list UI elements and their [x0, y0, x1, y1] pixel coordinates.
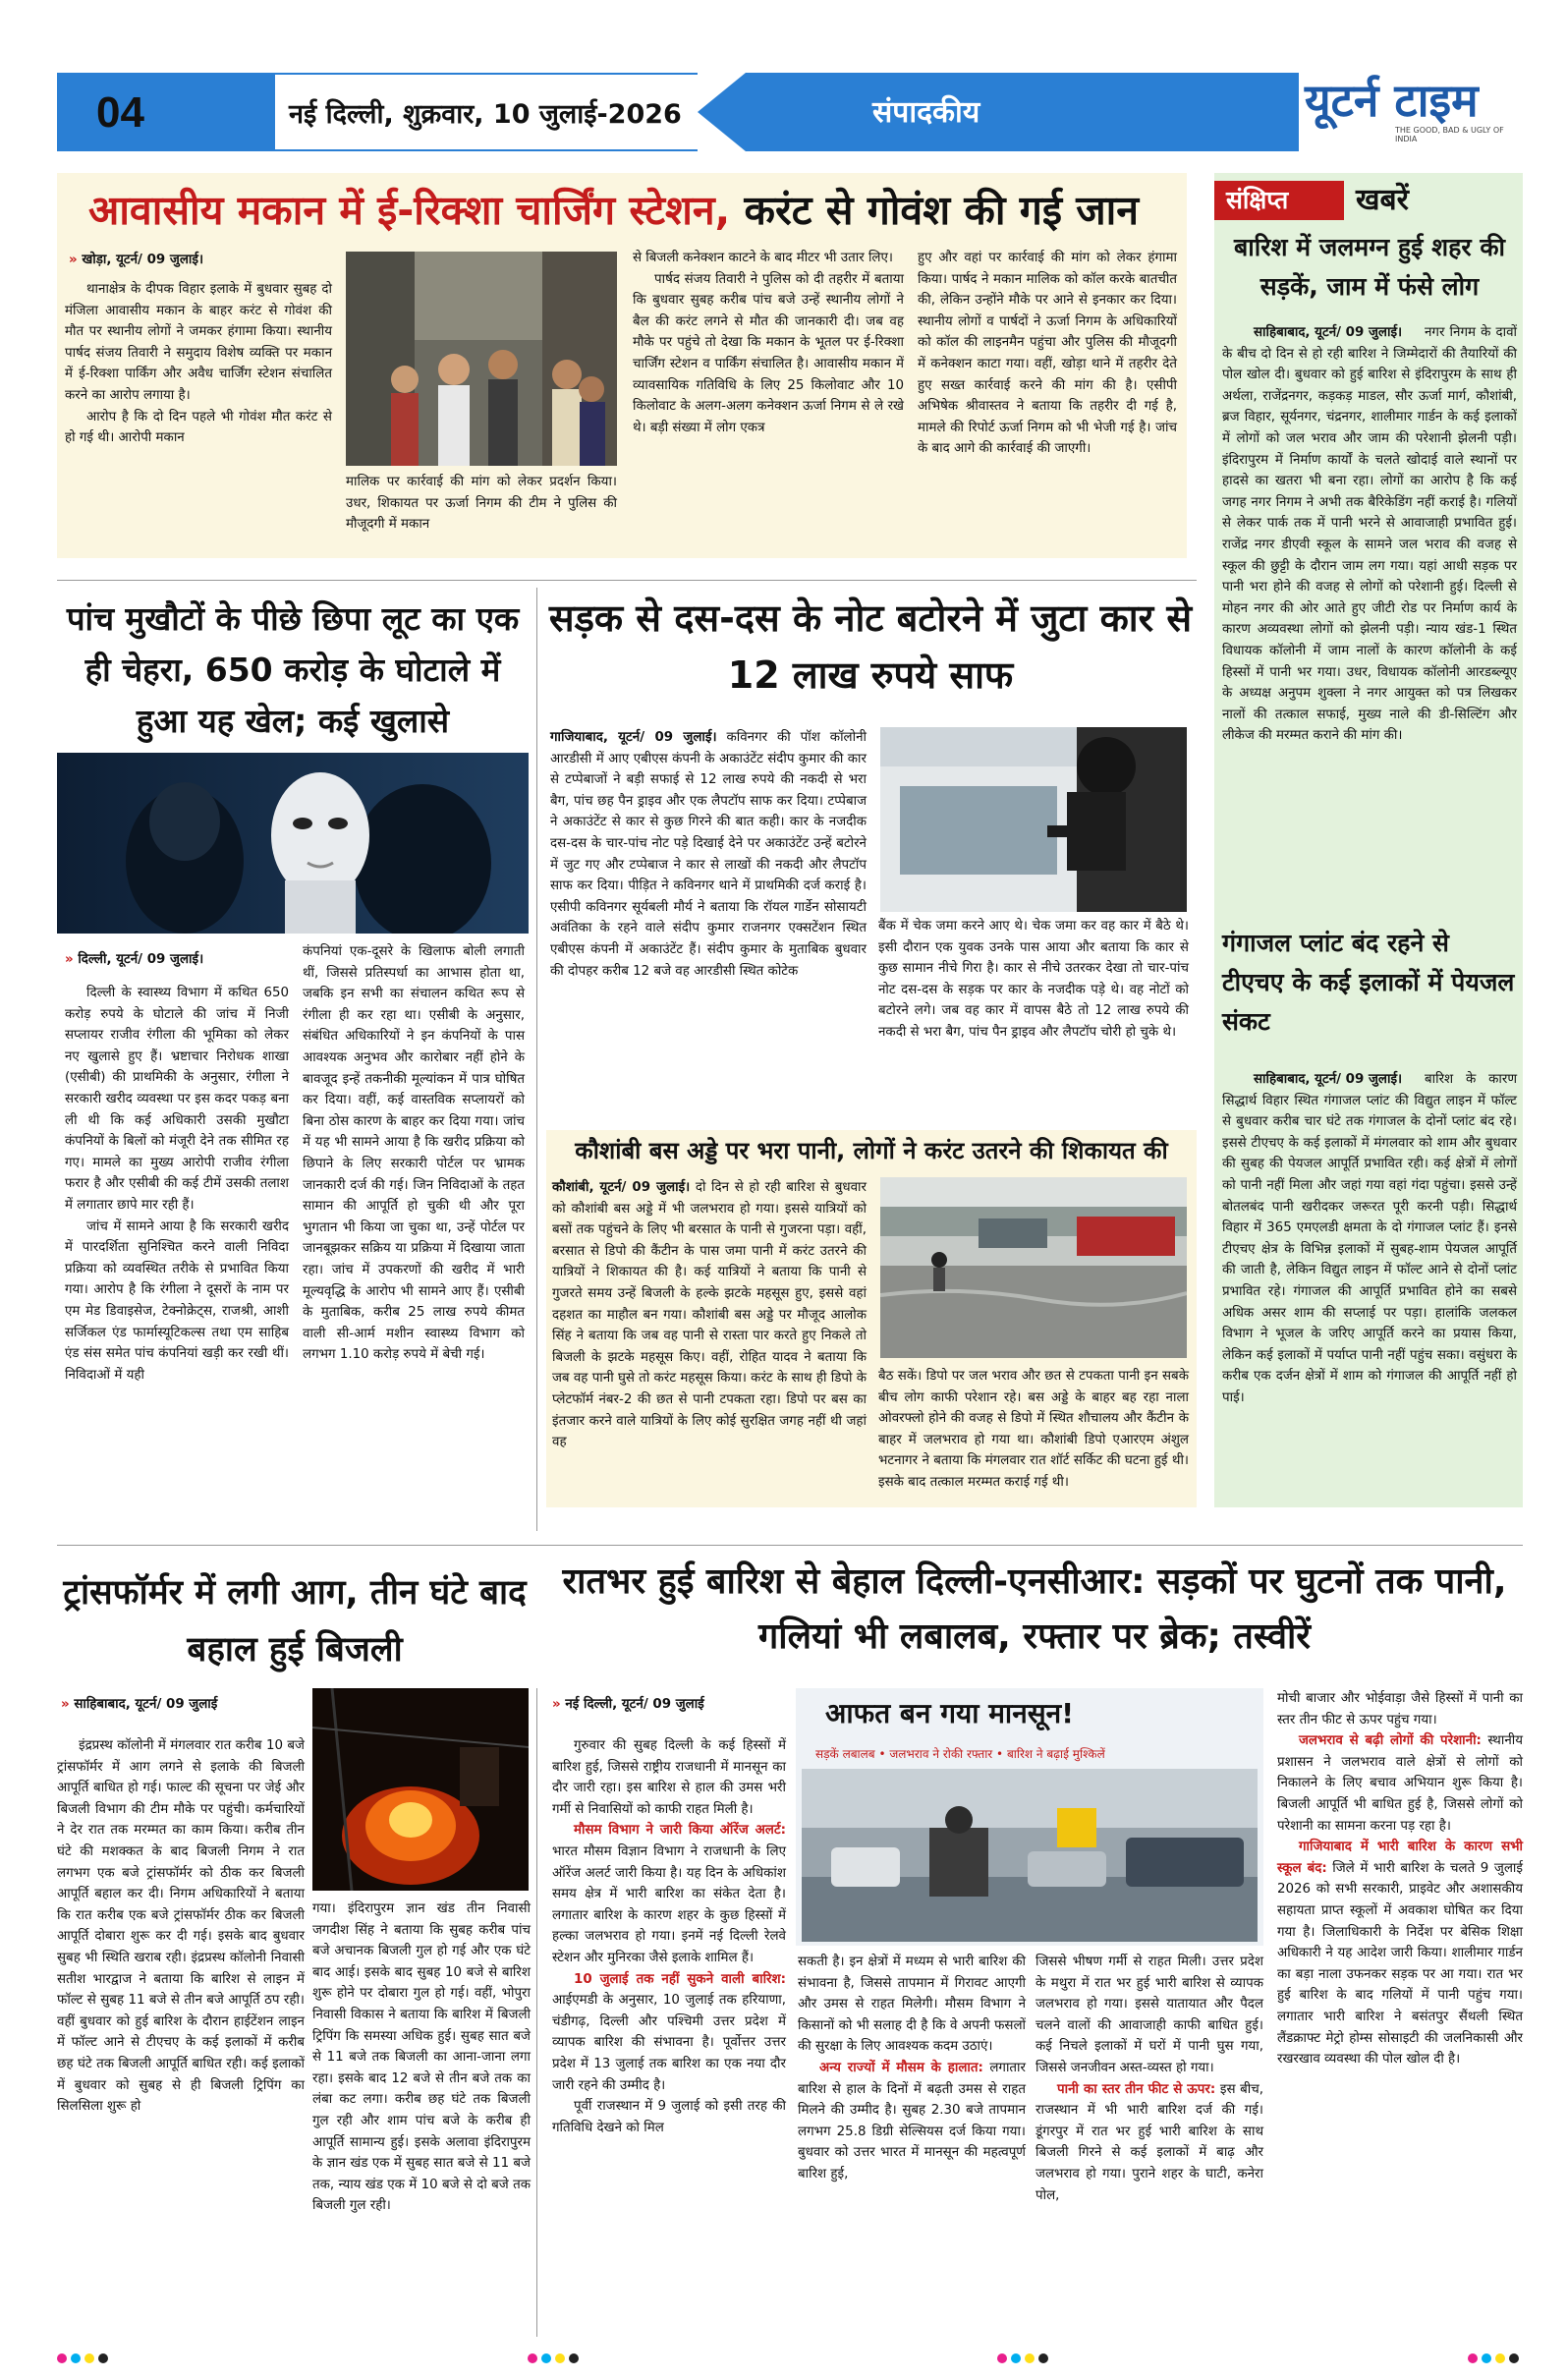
rule-3	[536, 588, 537, 1531]
page-dateline: नई दिल्ली, शुक्रवार, 10 जुलाई-2026	[289, 99, 682, 130]
story4-col2: बैठ सकें। डिपो पर जल भराव और छत से टपकता पानी इन सबके बीच लोग काफी परेशान रहे। बस अड्डे के बाहर बह रहा नाला ओवरफ्लो होने की वजह से डिपो में स्थित शौचालय और कैंटीन के बाहर में जलभराव हो गया था। कौशांबी डिपो एआरएम अंशुल भटनागर ने बताया कि मंगलवार रात शॉर्ट सर्किट की घटना हुई थी। इसके बाद तत्काल मरम्मत कराई गई थी।	[878, 1369, 1189, 1490]
story4-col1: कौशांबी, यूटर्न/ 09 जुलाई। दो दिन से हो रही बारिश से बुधवार को कौशांबी बस अड्डे में भी जलभराव हो गया। इससे यात्रियों को बसों तक पहुंचने के लिए भी बरसात के पानी से गुजरना पड़ा। वहीं, बरसात से डिपो की कैंटीन के पास जमा पानी में करंट उतरने की यात्रियों ने शिकायत की है। कई यात्रियों ने बताया कि पानी से गुजरते समय उन्हें बिजली के हल्के झटके महसूस हुए, इससे वहां दहशत का माहौल बन गया। कौशांबी बस अड्डे पर मौजूद आलोक सिंह ने बताया कि जब वह पानी से रास्ता पार करते हुए निकले तो बिजली के झटके महसूस किए। वहीं, रोहित यादव ने बताया कि जब वह पानी घुसे तो करंट महसूस किया। करंट के साथ ही डिपो के प्लेटफॉर्म नंबर-2 की छत से पानी टपकता रहा। डिपो पर बस का इंतजार करने वाले यात्रियों के लिए कोई सुरक्षित जगह नहीं थी जहां वह	[552, 1180, 867, 1450]
story3-photo	[880, 727, 1187, 912]
story1-headline: आवासीय मकान में ई-रिक्शा चार्जिंग स्टेशन, करंट से गोवंश की गई जान	[88, 187, 1140, 234]
story5-col2: गया। इंदिरापुरम ज्ञान खंड तीन निवासी जगदीश सिंह ने बताया कि सुबह करीब पांच बजे अचानक बिजली गुल हो गई और एक घंटे बाद आई। इसके बाद सुबह 10 बजे से बारिश शुरू होने पर दोबारा गुल हो गई। वहीं, भोपुरा निवासी विकास ने बताया कि बारिश में बिजली ट्रिपिंग कि समस्या अधिक हुई। सुबह सात बजे से 11 बजे तक बिजली का आना-जाना लगा रहा। इसके बाद 12 बजे से तीन बजे तक का लंबा कट लगा। करीब छह घंटे तक बिजली गुल रही और शाम पांच बजे के करीब ही आपूर्ति सामान्य हुई। इसके अलावा इंदिरापुरम के ज्ञान खंड एक में सुबह सात बजे से 11 बजे तक, न्याय खंड एक में 10 बजे से दो बजे तक बिजली गुल रही।	[312, 1901, 531, 2214]
story6-col4: मोची बाजार और भोईवाड़ा जैसे हिस्सों में पानी का स्तर तीन फीट से ऊपर पहुंच गया। जलभराव से बढ़ी लोगों की परेशानी: स्थानीय प्रशासन ने जलभराव वाले क्षेत्रों से लोगों को निकालने के लिए बचाव अभियान शुरू किया है। बिजली आपूर्ति भी बाधित हुई है, जिससे लोगों को परेशानी का सामना करना पड़ रहा है। गाजियाबाद में भारी बारिश के कारण सभी स्कूल बंद: जिले में भारी बारिश के चलते 9 जुलाई 2026 को सभी सरकारी, प्राइवेट और अशासकीय सहायता प्राप्त स्कूलों में अवकाश घोषित कर दिया गया है। जिलाधिकारी के निर्देश पर बेसिक शिक्षा अधिकारी ने यह आदेश जारी किया। शालीमार गार्डन का बड़ा नाला उफनकर सड़क पर आ गया। रात भर हुई बारिश के बाद गलियों में पानी पहुंच गया। लगातार भारी बारिश ने बसंतपुर सैंथली स्थित लैंडक्राफ्ट मेट्रो होम्स सोसाइटी की जलनिकासी और रखरखाव व्यवस्था की पोल खोल दी है।	[1277, 1691, 1523, 2068]
brief-tag2: खबरें	[1356, 183, 1409, 217]
story6-col1: गुरुवार की सुबह दिल्ली के कई हिस्सों में बारिश हुई, जिससे राष्ट्रीय राजधानी में मानसून का दौर जारी रहा। इस बारिश से हाल की उमस भरी गर्मी से निवासियों को काफी राहत मिली है। मौसम विभाग ने जारी किया ऑरेंज अलर्ट: भारत मौसम विज्ञान विभाग ने राजधानी के लिए ऑरेंज अलर्ट जारी किया है। यह दिन के अधिकांश समय क्षेत्र में भारी बारिश का संकेत देता है। लगातार बारिश के कारण शहर के कुछ हिस्सों में हल्का जलभराव हो गया। इनमें नई दिल्ली रेलवे स्टेशन और मुनिरका जैसे इलाके शामिल हैं। 10 जुलाई तक नहीं सुकने वाली बारिश: आईएमडी के अनुसार, 10 जुलाई तक हरियाणा, चंडीगढ़, दिल्ली और पश्चिमी उत्तर प्रदेश में व्यापक बारिश की संभावना है। पूर्वोत्तर उत्तर प्रदेश में 13 जुलाई तक बारिश का एक नया दौर जारी रहने की उम्मीद है। पूर्वी राजस्थान में 9 जुलाई को इसी तरह की गतिविधि देखने को मिल	[552, 1738, 786, 2135]
story5-col1: इंद्रप्रस्थ कॉलोनी में मंगलवार रात करीब 10 बजे ट्रांसफॉर्मर में आग लगने से इलाके की बिजली आपूर्ति बाधित हो गई। फाल्ट की सूचना पर जेई और बिजली विभाग की टीम मौके पर पहुंची। कर्मचारियों ने देर रात तक मरम्मत का काम किया। करीब तीन घंटे की मशक्कत के बाद बिजली निगम ने रात लगभग एक बजे ट्रांसफॉर्मर को ठीक कर बिजली आपूर्ति बहाल कर दी। निगम अधिकारियों ने बताया कि रात करीब एक बजे ट्रांसफॉर्मर ठीक कर बिजली आपूर्ति दोबारा शुरू कर दी गई। इसके बाद बुधवार सुबह भी स्थिति खराब रही। इंद्रप्रस्थ कॉलोनी निवासी सतीश भारद्वाज ने बताया कि बारिश से लाइन में फॉल्ट से सुबह 11 बजे से तीन बजे आपूर्ति ठप रही। वहीं बुधवार को हुई बारिश के दौरान हाईटेंशन लाइन में फॉल्ट आने से टीएचए के कई इलाकों में करीब छह घंटे तक बिजली आपूर्ति बाधित रही। कई इलाकों में बुधवार को सुबह से ही बिजली ट्रिपिंग का सिलसिला शुरू हो	[57, 1738, 305, 2115]
rule-4	[536, 1688, 537, 2337]
page-number: 04	[96, 88, 144, 137]
brief-headline-2: गंगाजल प्लांट बंद रहने से टीएचए के कई इलाकों में पेयजल संकट	[1222, 929, 1515, 1036]
story1-col2: मालिक पर कार्रवाई की मांग को लेकर प्रदर्शन किया। उधर, शिकायत पर ऊर्जा निगम की टीम ने पुलिस की मौजूदगी में मकान	[346, 475, 617, 533]
rule-2	[57, 1545, 1523, 1546]
story5-photo	[312, 1688, 529, 1891]
section-title: संपादकीय	[872, 95, 980, 130]
brief-text-2: बारिश के कारण सिद्धार्थ विहार स्थित गंगाजल प्लांट की विद्युत लाइन में फॉल्ट से बुधवार करीब चार घंटे तक गंगाजल के दोनों प्लांट बंद रहे। इससे टीएचए के कई इलाकों में मंगलवार को शाम और बुधवार की सुबह की पेयजल आपूर्ति प्रभावित रही। कई क्षेत्रों में लोगों को पानी नहीं मिला और जहां गया वहां गंदा पहुंचा। इससे उन्हें बोतलबंद पानी खरीदकर जरूरत पूरी करनी पड़ी। सिद्धार्थ विहार में 365 एमएलडी क्षमता के दो गंगाजल प्लांट हैं। इनसे टीएचए क्षेत्र के विभिन्न इलाकों में सुबह-शाम पेयजल आपूर्ति की जाती है, लेकिन विद्युत लाइन में फॉल्ट आने से दोनों प्लांट प्रभावित रहे। गंगाजल की आपूर्ति प्रभावित होने का सबसे अधिक असर शाम की सप्लाई पर पड़ा। हालांकि जलकल विभाग ने भूजल के जरिए आपूर्ति करने का प्रयास किया, लेकिन कई इलाकों में पर्याप्त पानी नहीं पहुंच सका। वसुंधरा के करीब एक दर्जन क्षेत्रों में शाम को गंगाजल की आपूर्ति नहीं हो पाई।	[1222, 1072, 1517, 1405]
story6-headline: रातभर हुई बारिश से बेहाल दिल्ली-एनसीआर: सड़कों पर घुटनों तक पानी, गलियां भी लबालब, रफ्तार पर ब्रेक; तस्वीरें	[562, 1561, 1507, 1657]
story1-col1: थानाक्षेत्र के दीपक विहार इलाके में बुधवार सुबह दो मंजिला आवासीय मकान के बाहर करंट से गोवंश की मौत पर स्थानीय लोगों ने जमकर हंगामा किया। स्थानीय पार्षद संजय तिवारी ने समुदाय विशेष व्यक्ति पर मकान में ई-रिक्शा पार्किंग और अवैध चार्जिंग स्टेशन संचालित करने का आरोप लगाया है। आरोप है कि दो दिन पहले भी गोवंश मौत करंट से हो गई थी। आरोपी मकान	[65, 282, 332, 446]
dots-group-3	[997, 2349, 1052, 2367]
dots-group-1	[57, 2349, 112, 2367]
story5-headline: ट्रांसफॉर्मर में लगी आग, तीन घंटे बाद बहाल हुई बिजली	[63, 1573, 527, 1670]
rule-1	[57, 580, 1197, 581]
photo-tag-2: जलभराव ने रोकी रफ्तार	[889, 1747, 993, 1761]
brand-logo: यूटर्न टाइम	[1305, 74, 1479, 127]
story2-col2: कंपनियां एक-दूसरे के खिलाफ बोली लगाती थीं, जिससे प्रतिस्पर्धा का आभास होता था, जबकि इन सभी का संचालन कथित रूप से रंगीला ही कर रहा था। एसीबी के अनुसार, संबंधित अधिकारियों ने इन कंपनियों के पास आवश्यक अनुभव और कारोबार नहीं होने के बावजूद इन्हें तकनीकी मूल्यांकन में पात्र घोषित कर दिया। वहीं, कई वास्तविक सप्लायरों को बिना ठोस कारण के बाहर कर दिया गया। जांच में यह भी सामने आया है कि खरीद प्रक्रिया को छिपाने के लिए सरकारी पोर्टल पर भ्रामक जानकारी दर्ज की गई। जिन निविदाओं के तहत सामान की आपूर्ति हो चुकी थी और पूरा भुगतान भी किया जा चुका था, उन्हें पोर्टल पर जानबूझकर सक्रिय या प्रक्रिया में दिखाया जाता रहा। जांच में उपकरणों की खरीद में भारी मूल्यवृद्धि के आरोप भी सामने आए हैं। एसीबी के मुताबिक, करीब 25 लाख रुपये कीमत वाली सी-आर्म मशीन स्वास्थ्य विभाग को लगभग 1.10 करोड़ रुपये में बेची गई।	[303, 944, 525, 1363]
story6-dateline: » नई दिल्ली, यूटर्न/ 09 जुलाई	[552, 1697, 704, 1712]
brand-tagline: THE GOOD, BAD & UGLY OF INDIA	[1395, 126, 1504, 143]
story4-dateline: कौशांबी, यूटर्न/ 09 जुलाई।	[552, 1180, 691, 1195]
story3-dateline: गाजियाबाद, यूटर्न/ 09 जुलाई।	[550, 730, 717, 745]
story3-col2: बैंक में चेक जमा करने आए थे। चेक जमा कर वह कार में बैठे थे। इसी दौरान एक युवक उनके पास आया और बताया कि कार से कुछ सामान नीचे गिरा है। कार से नीचे उतरकर देखा तो चार-पांच नोट दस-दस के सड़क पर कार के नजदीक पड़े थे। वह नोटों को बटोरने लगे। जब वह कार में वापस बैठे तो 12 लाख रुपये की नकदी से भरा बैग, पांच पैन ड्राइव और लैपटॉप चोरी हो चुके थे।	[878, 919, 1189, 1040]
dots-group-2	[528, 2349, 583, 2367]
story4-headline: कौशांबी बस अड्डे पर भरा पानी, लोगों ने करंट उतरने की शिकायत की	[575, 1137, 1168, 1164]
story1-dateline: » खोड़ा, यूटर्न/ 09 जुलाई।	[69, 253, 204, 267]
brief-text-1: नगर निगम के दावों के बीच दो दिन से हो रही बारिश ने जिम्मेदारों की तैयारियों की पोल खोल दी। बुधवार को हुई बारिश से इंदिरापुरम के साथ ही अर्थला, राजेंद्रनगर, कड़कड़ माडल, सौर ऊर्जा मार्ग, कौशांबी, ब्रज विहार, सूर्यनगर, चंद्रनगर, शालीमार गार्डन के कई इलाकों में लोगों को जल भराव और जाम की परेशानी झेलनी पड़ी। इंदिरापुरम में निर्माण कार्यों के चलते खोदाई वाले स्थानों पर हादसे का खतरा भी बना रहा। लोगों का आरोप है कि कई जगह नगर निगम ने अभी तक बैरिकेडिंग नहीं कराई है। गलियों से लेकर पार्क तक में पानी भरने से आवाजाही प्रभावित हुई। राजेंद्र नगर डीएवी स्कूल के सामने जल भराव की वजह से स्कूल की छुट्टी के दौरान जाम लग गया। यहां आधी सड़क पर पानी भरा होने की वजह से लोगों को परेशानी हुई। दिल्ली से मोहन नगर की ओर आते हुए जीटी रोड पर निर्माण कार्य के कारण अव्यवस्था लोगों को झेलनी पड़ी। न्याय खंड-1 स्थित विधायक कॉलोनी में जाम नालों के कारण कॉलोनी के कई हिस्सों में पानी भर गया। उधर, विधायक कॉलोनी आरडब्ल्यूए के अध्यक्ष अनुपम शुक्ला ने नगर आयुक्त को पत्र लिखकर नालों की तत्काल सफाई, मुख्य नाले की डी-सिल्टिंग और लीकेज की मरम्मत कराने की मांग की।	[1222, 325, 1517, 744]
story6-photo-tags: सड़कें लबालब • जलभराव ने रोकी रफ्तार • बारिश ने बढ़ाई मुश्किलें	[815, 1747, 1105, 1761]
color-registration-dots	[57, 2349, 1523, 2367]
story1-photo	[346, 252, 617, 466]
story2-headline: पांच मुखौटों के पीछे छिपा लूट का एक ही चेहरा, 650 करोड़ के घोटाले में हुआ यह खेल; कई खुलासे	[66, 599, 520, 740]
brief-headline-1: बारिश में जलमग्न हुई शहर की सड़कें, जाम में फंसे लोग	[1234, 233, 1505, 301]
dots-group-4	[1468, 2349, 1523, 2367]
photo-tag-3: बारिश ने बढ़ाई मुश्किलें	[1006, 1747, 1105, 1761]
page-number-box	[57, 73, 275, 151]
story3-col1: गाजियाबाद, यूटर्न/ 09 जुलाई। कविनगर की पॉश कॉलोनी आरडीसी में आए एबीएस कंपनी के अकाउंटेंट संदीप कुमार की कार से टप्पेबाजों ने बड़ी सफाई से 12 लाख रुपये की नकदी से भरा बैग, पांच छह पैन ड्राइव और एक लैपटॉप साफ कर दिया। टप्पेबाज ने अकाउंटेंट से कार से कुछ गिरने की बात कही। कार के नजदीक दस-दस के चार-पांच नोट पड़े दिखाई देने पर अकाउंटेंट उन्हें बटोरने में जुट गए और टप्पेबाज ने कार से लाखों की नकदी और लैपटॉप साफ कर दिया। पीड़ित ने कविनगर थाने में प्राथमिकी दर्ज कराई है। एसीपी कविनगर सूर्यबली मौर्य ने बताया कि रॉयल गार्डेन सोसायटी अवंतिका के रहने वाले संदीप कुमार राजनगर एक्सटेंशन स्थित एबीएस कंपनी में अकाउंटेंट हैं। संदीप कुमार के मुताबिक बुधवार की दोपहर करीब 12 बजे वह आरडीसी स्थित कोटेक	[550, 730, 867, 979]
story4-photo	[880, 1177, 1187, 1358]
section-band	[698, 73, 1299, 151]
brief-dateline-1: साहिबाबाद, यूटर्न/ 09 जुलाई।	[1254, 325, 1403, 340]
story6-photo-title: आफत बन गया मानसून!	[825, 1697, 1074, 1729]
story2-col1: दिल्ली के स्वास्थ्य विभाग में कथित 650 करोड़ रुपये के घोटाले की जांच में निजी सप्लायर राजीव रंगीला की भूमिका को लेकर नए खुलासे हुए हैं। भ्रष्टाचार निरोधक शाखा (एसीबी) की प्राथमिकी के अनुसार, रंगीला ने सरकारी खरीद व्यवस्था पर इस कदर पकड़ बना ली थी कि कई अधिकारी उसकी मुखौटा कंपनियों के बिलों को मंजूरी देने तक सीमित रह गए। मामले का मुख्य आरोपी राजीव रंगीला फरार है और एसीबी की कई टीमें उसकी तलाश में लगातार छापे मार रही हैं। जांच में सामने आया है कि सरकारी खरीद में पारदर्शिता सुनिश्चित करने वाली निविदा प्रक्रिया को व्यवस्थित तरीके से प्रभावित किया गया। आरोप है कि रंगीला ने दूसरों के नाम पर एम मेड डिवाइसेज, टेक्नोक्रेट्स, राजश्री, आशी सर्जिकल एंड फार्मास्यूटिकल्स तथा एम साहिब एंड संस समेत पांच कंपनियां खड़ी कर रखी थीं। निविदाओं में यही	[65, 986, 289, 1383]
story6-col3: जिससे भीषण गर्मी से राहत मिली। उत्तर प्रदेश के मथुरा में रात भर हुई भारी बारिश से व्यापक जलभराव हो गया। इससे यातायात और पैदल चलने वालों की आवाजाही काफी बाधित हुई। कई निचले इलाकों में घरों में पानी घुस गया, जिससे जनजीवन अस्त-व्यस्त हो गया। पानी का स्तर तीन फीट से ऊपर: इस बीच, राजस्थान में भी भारी बारिश दर्ज की गई। डूंगरपुर में रात भर हुई भारी बारिश के साथ बिजली गिरने से कई इलाकों में बाढ़ और जलभराव हो गया। पुराने शहर के घाटी, कनेरा पोल,	[1035, 1955, 1263, 2203]
story6-photo	[802, 1769, 1258, 1942]
brief-tag: संक्षिप्त	[1214, 181, 1344, 220]
story1-col3: से बिजली कनेक्शन काटने के बाद मीटर भी उतार लिए। पार्षद संजय तिवारी ने पुलिस को दी तहरीर में बताया कि बुधवार सुबह करीब पांच बजे उन्हें स्थानीय लोगों ने बैल की करंट लगने से मौत की जानकारी दी। जब वह मौके पर पहुंचे तो देखा कि मकान के भूतल पर ई-रिक्शा चार्जिंग स्टेशन व पार्किंग संचालित है। आवासीय मकान में व्यावसायिक गतिविधि के लिए 25 किलोवाट और 10 किलोवाट के अलग-अलग कनेक्शन ऊर्जा निगम से ले रखे थे। बड़ी संख्या में लोग एकत्र	[633, 251, 904, 435]
story2-dateline: » दिल्ली, यूटर्न/ 09 जुलाई।	[65, 952, 204, 967]
story3-headline: सड़क से दस-दस के नोट बटोरने में जुटा कार से 12 लाख रुपये साफ	[548, 596, 1193, 697]
photo-tag-1: सड़कें लबालब	[815, 1747, 875, 1761]
story2-photo	[57, 753, 529, 934]
story1-col4: हुए और वहां पर कार्रवाई की मांग को लेकर हंगामा किया। पार्षद ने मकान मालिक को कॉल करके बातचीत की, लेकिन उन्होंने मौके पर आने से इनकार कर दिया। स्थानीय लोगों व पार्षदों ने ऊर्जा निगम के अधिकारियों को कॉल की लाइनमैन पहुंचा और पुलिस की मौजूदगी में कनेक्शन काटा गया। वहीं, खोड़ा थाने में तहरीर देते हुए सख्त कार्रवाई करने की मांग की है। एसीपी अभिषेक श्रीवास्तव ने बताया कि तहरीर दी गई है, मामले की रिपोर्ट ऊर्जा निगम को भी भेजी गई है। जांच के बाद आगे की कार्रवाई की जाएगी।	[918, 251, 1177, 457]
brief-dateline-2: साहिबाबाद, यूटर्न/ 09 जुलाई।	[1254, 1072, 1403, 1087]
story5-dateline: » साहिबाबाद, यूटर्न/ 09 जुलाई	[61, 1697, 218, 1712]
story6-col2: सकती है। इन क्षेत्रों में मध्यम से भारी बारिश की संभावना है, जिससे तापमान में गिरावट आएगी और उमस से राहत मिलेगी। मौसम विभाग ने किसानों को भी सलाह दी है कि वे अपनी फसलों की सुरक्षा के लिए आवश्यक कदम उठाएं। अन्य राज्यों में मौसम के हालात: लगातार बारिश से हाल के दिनों में बढ़ती उमस से राहत मिलने की उम्मीद है। सुबह 2.30 बजे तापमान लगभग 25.8 डिग्री सेल्सियस दर्ज किया गया। बुधवार को उत्तर भारत में मानसून की महत्वपूर्ण बारिश हुई,	[798, 1955, 1026, 2182]
header-bar	[57, 61, 1523, 151]
